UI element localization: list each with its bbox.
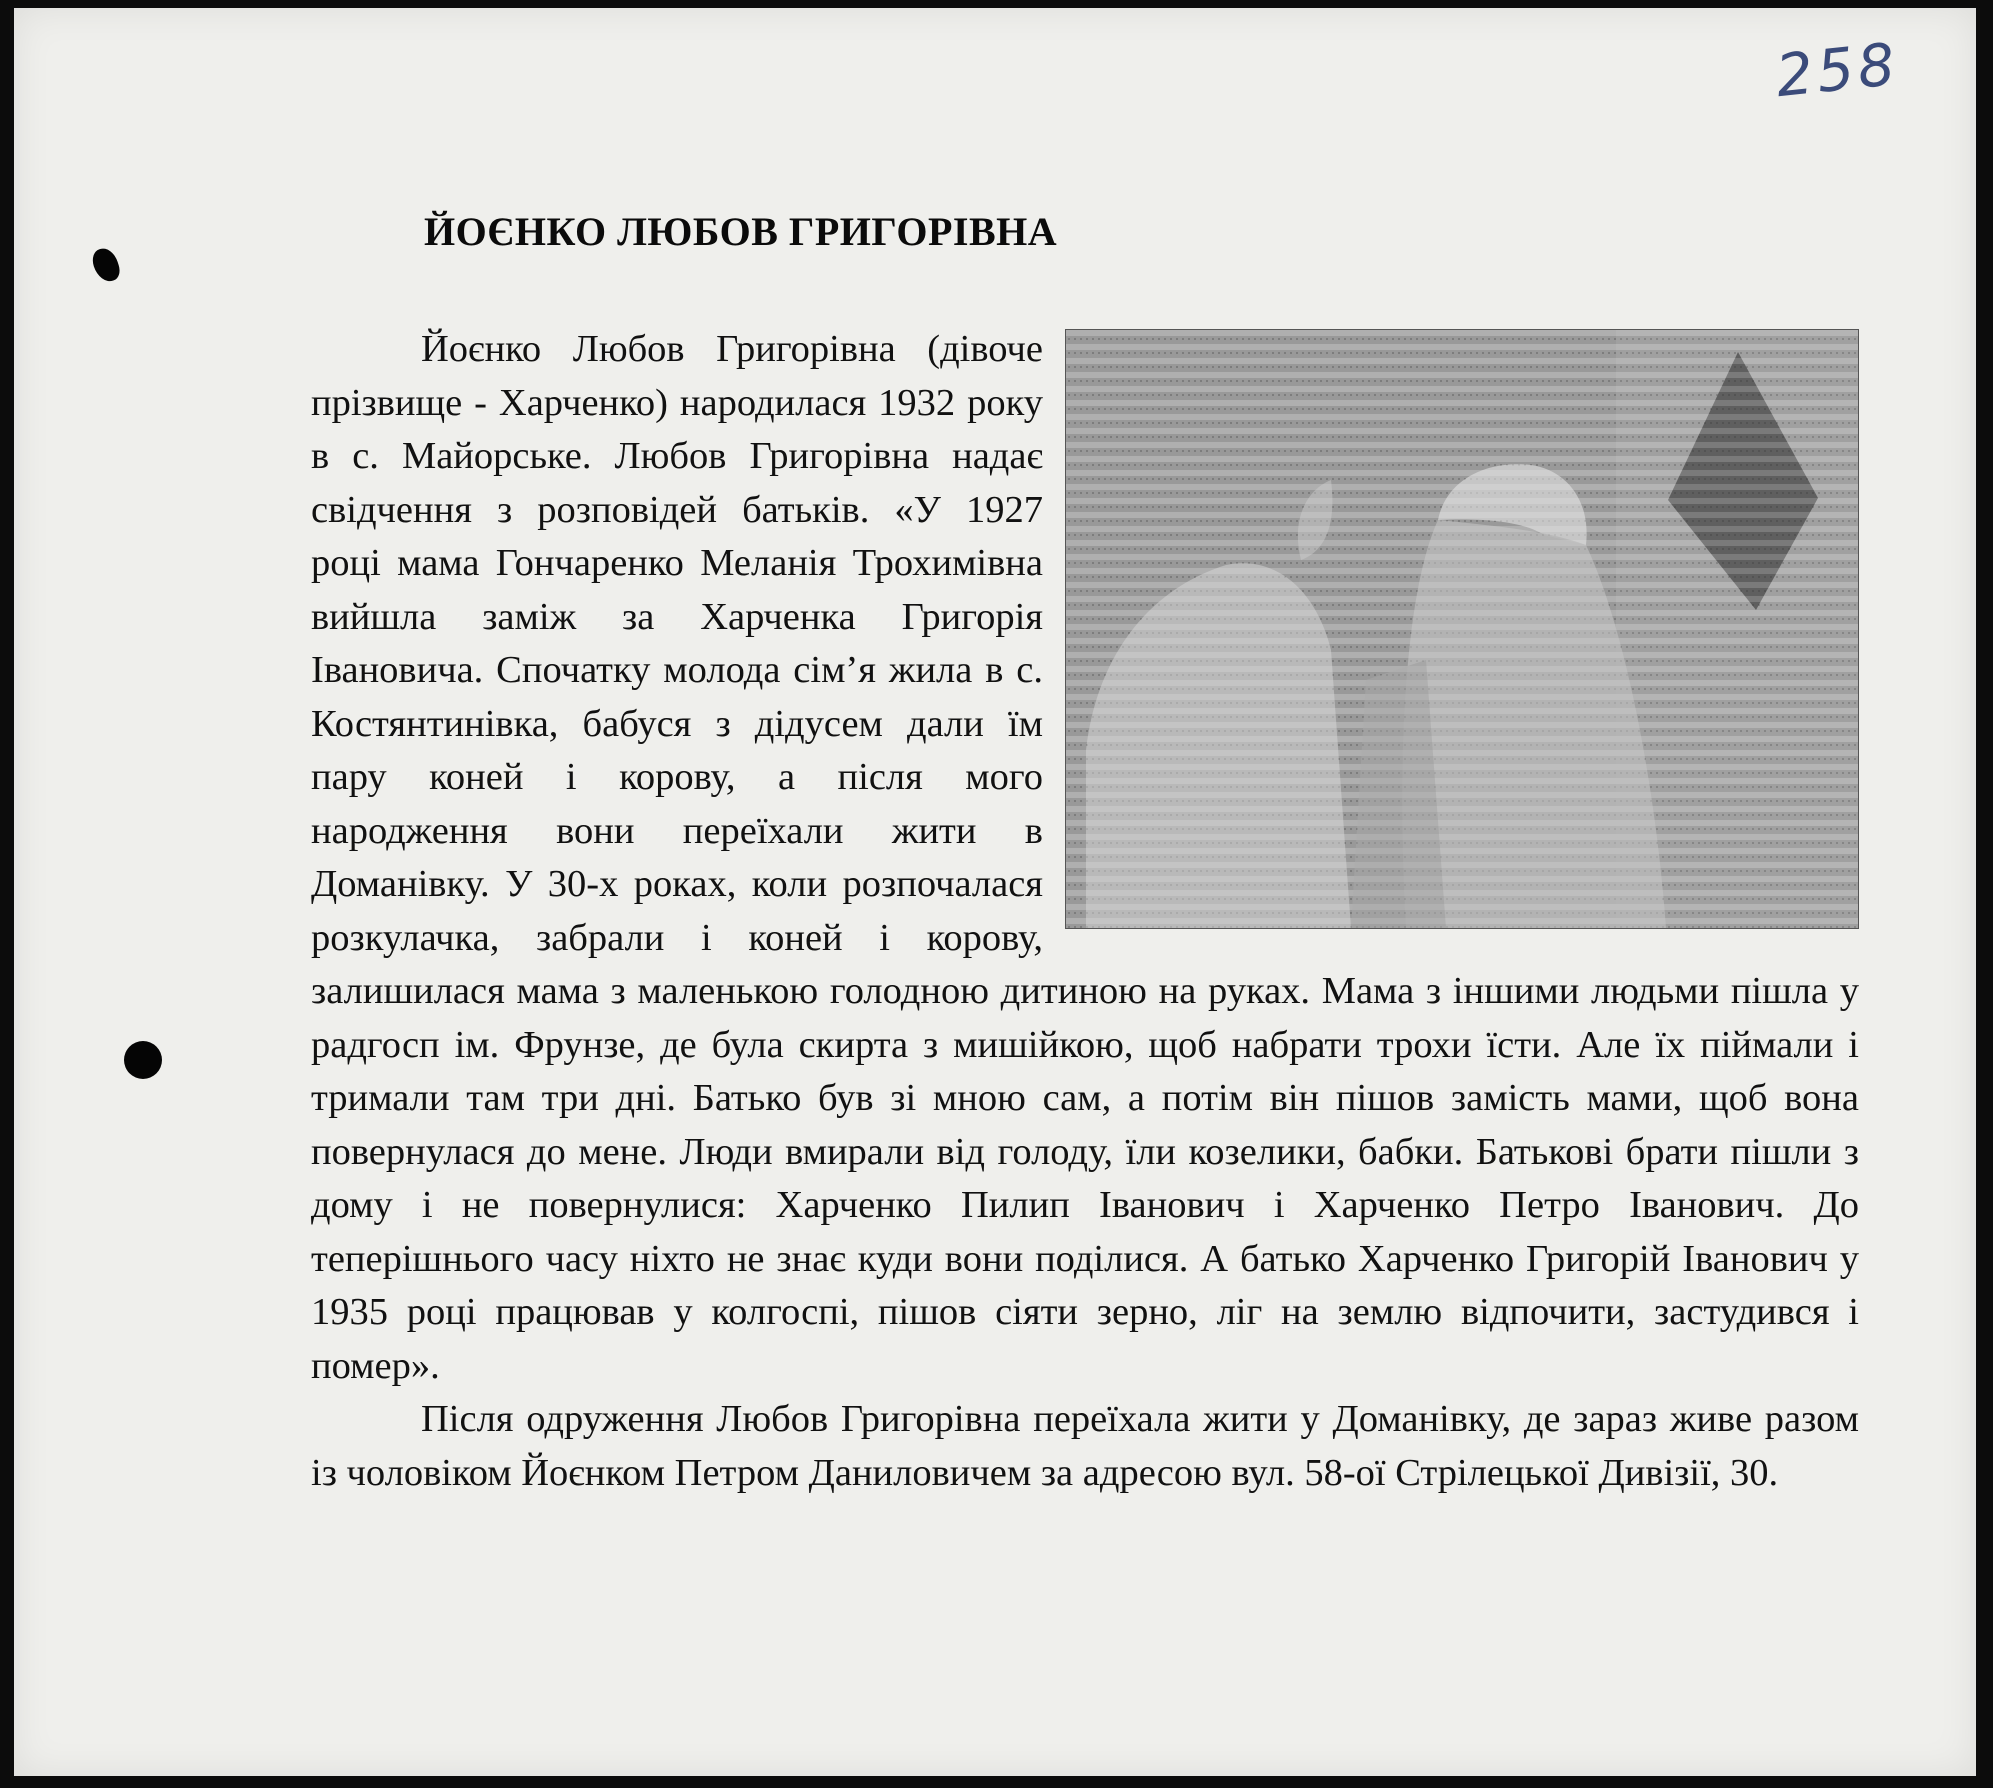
document-body	[311, 323, 1859, 1500]
punch-hole	[89, 245, 122, 285]
document-page	[14, 8, 1976, 1776]
paragraph: Після одруження Любов Григорівна переїхала жити у Доманівку, де зараз живе разом із чоловіком Йоєнком Петром Даниловичем за адресою вул. 58-ої Стрілецької Дивізії, 30.	[311, 1398, 1859, 1494]
portrait-photo	[1065, 329, 1859, 929]
paragraph: Йоєнко Любов Григорівна (дівоче прізвище - Харченко) народилася 1932 року в с. Майорське. Любов Григорівна надає свідчення з розповідей батьків. «У 1927 році мама Гончаренко Меланія Трохимівна вийшла заміж за Харченка Григорія Івановича. Спочатку молода сім’я жила в с. Костянтинівка, бабуся з дідусем дали їм пару коней і корову, а після мого народження вони переїхали жити в Доманівку. У 30-х роках, коли розпочалася розкулачка, забрали і коней і корову, залишилася мама з маленькою голодною дитиною на руках. Мама з іншими людьми пішла у радгосп ім. Фрунзе, де була скирта з мишійкою, щоб набрати трохи їсти. Але їх піймали і тримали там три дні. Батько був зі мною сам, а потім він пішов замість мами, щоб вона повернулася до мене. Люди вмирали від голоду, їли козелики, бабки. Батькові брати пішли з дому і не повернулися: Харченко Пилип Іванович і Харченко Петро Іванович. До теперішнього часу ніхто не знає куди вони поділися. А батько Харченко Григорій Іванович у 1935 році працював у колгоспі, пішов сіяти зерно, ліг на землю відпочити, застудився і помер».	[311, 328, 1859, 1387]
page-title: ЙОЄНКО ЛЮБОВ ГРИГОРІВНА	[424, 209, 1058, 254]
portrait-photo-icon	[1066, 330, 1858, 928]
punch-hole	[124, 1041, 162, 1079]
sheet-number: 258	[1772, 29, 1902, 111]
